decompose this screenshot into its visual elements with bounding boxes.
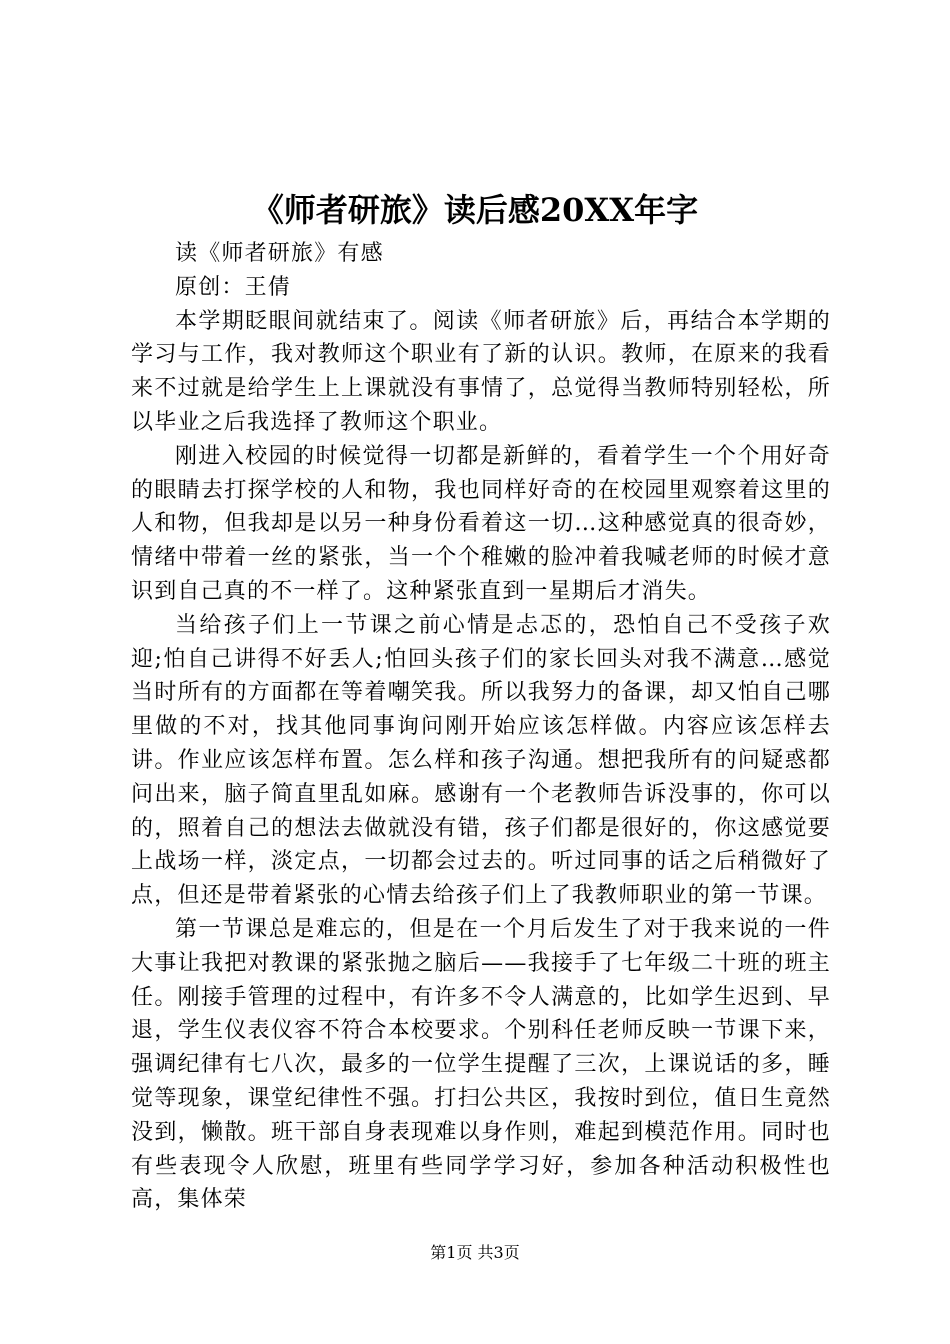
paragraph: 第一节课总是难忘的，但是在一个月后发生了对于我来说的一件大事让我把对教课的紧张抛之脑后——我接手了七年级二十班的班主任。刚接手管理的过程中，有许多不令人满意的，比如学生迟到、早退，学生仪表仪容不符合本校要求。个别科任老师反映一节课下来，强调纪律有七八次，最多的一位学生提醒了三次，上课说话的多，睡觉等现象，课堂纪律性不强。打扫公共区，我按时到位，值日生竟然没到，懒散。班干部自身表现难以身作则，难起到模范作用。同时也有些表现令人欣慰，班里有些同学学习好，参加各种活动积极性也高，集体荣 (131, 916, 831, 1213)
author-line: 原创：王倩 (175, 274, 292, 300)
document-title: 《师者研旅》读后感20XX年字 (251, 191, 699, 229)
paragraph: 当给孩子们上一节课之前心情是忐忑的，恐怕自己不受孩子欢迎;怕自己讲得不好丢人;怕回头孩子们的家长回头对我不满意…感觉当时所有的方面都在等着嘲笑我。所以我努力的备课，却又怕自己哪里做的不对，找其他同事询问刚开始应该怎样做。内容应该怎样去讲。作业应该怎样布置。怎么样和孩子沟通。想把我所有的问疑惑都问出来，脑子简直里乱如麻。感谢有一个老教师告诉没事的，你可以的，照着自己的想法去做就没有错，孩子们都是很好的，你这感觉要上战场一样，淡定点，一切都会过去的。听过同事的话之后稍微好了点，但还是带着紧张的心情去给孩子们上了我教师职业的第一节课。 (131, 612, 831, 909)
document-body (131, 237, 831, 1217)
subtitle-line: 读《师者研旅》有感 (175, 241, 384, 266)
paragraph: 本学期眨眼间就结束了。阅读《师者研旅》后，再结合本学期的学习与工作，我对教师这个职业有了新的认识。教师，在原来的我看来不过就是给学生上上课就没有事情了，总觉得当教师特别轻松，所以毕业之后我选择了教师这个职业。 (131, 308, 831, 435)
paragraph: 刚进入校园的时候觉得一切都是新鲜的，看着学生一个个用好奇的眼睛去打探学校的人和物，我也同样好奇的在校园里观察着这里的人和物，但我却是以另一种身份看着这一切…这种感觉真的很奇妙，情绪中带着一丝的紧张，当一个个稚嫩的脸冲着我喊老师的时候才意识到自己真的不一样了。这种紧张直到一星期后才消失。 (131, 443, 831, 604)
page-number-footer: 第1页 共3页 (430, 1243, 520, 1262)
